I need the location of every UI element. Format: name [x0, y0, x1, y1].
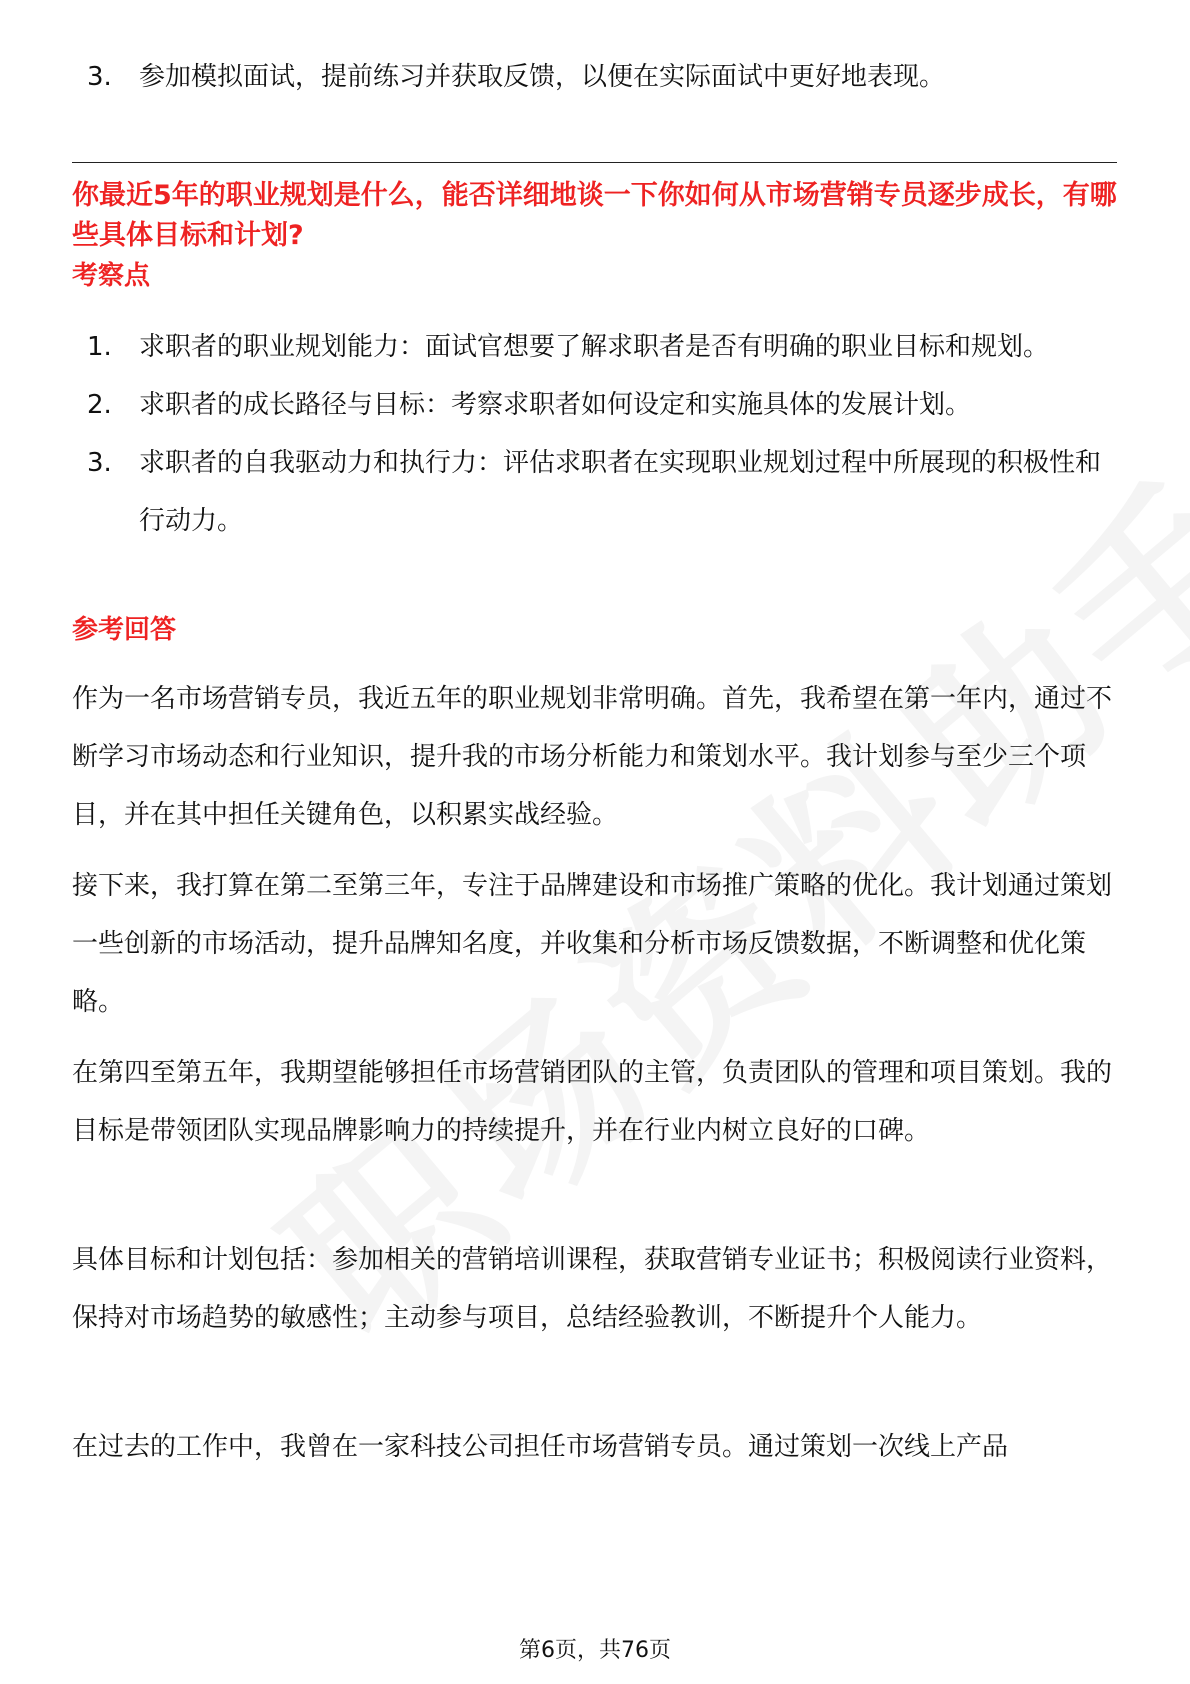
- list-text: 参加模拟面试，提前练习并获取反馈，以便在实际面试中更好地表现。: [139, 62, 946, 92]
- list-number: 2.: [87, 390, 112, 420]
- answer-paragraph: 在过去的工作中，我曾在一家科技公司担任市场营销专员。通过策划一次线上产品: [72, 1432, 1009, 1462]
- answer-paragraph: 具体目标和计划包括：参加相关的营销培训课程，获取营销专业证书；积极阅读行业资料，保持对市场趋势的敏感性；主动参与项目，总结经验教训，不断提升个人能力。: [72, 1245, 1113, 1333]
- list-number: 3.: [87, 448, 112, 478]
- answer-paragraph: 接下来，我打算在第二至第三年，专注于品牌建设和市场推广策略的优化。我计划通过策划一些创新的市场活动，提升品牌知名度，并收集和分析市场反馈数据，不断调整和优化策略。: [72, 871, 1113, 1017]
- focus-heading: 考察点: [72, 261, 151, 291]
- answer-paragraph: 在第四至第五年，我期望能够担任市场营销团队的主管，负责团队的管理和项目策划。我的目标是带领团队实现品牌影响力的持续提升，并在行业内树立良好的口碑。: [72, 1058, 1113, 1146]
- list-item: [72, 434, 1117, 550]
- list-item: [72, 48, 1117, 106]
- list-text: 求职者的成长路径与目标：考察求职者如何设定和实施具体的发展计划。: [139, 390, 972, 420]
- list-item: [72, 318, 1117, 376]
- page-number: 第6页，共76页: [519, 1638, 671, 1663]
- list-number: 1.: [87, 332, 112, 362]
- list-number: 3.: [87, 62, 112, 92]
- list-text: 求职者的职业规划能力：面试官想要了解求职者是否有明确的职业目标和规划。: [139, 332, 1050, 362]
- answer-heading: 参考回答: [72, 615, 177, 645]
- answer-paragraph: 作为一名市场营销专员，我近五年的职业规划非常明确。首先，我希望在第一年内，通过不断学习市场动态和行业知识，提升我的市场分析能力和策划水平。我计划参与至少三个项目，并在其中担任关键角色，以积累实战经验。: [72, 684, 1113, 830]
- focus-list: [72, 318, 1117, 550]
- question-title: 你最近5年的职业规划是什么，能否详细地谈一下你如何从市场营销专员逐步成长，有哪些具体目标和计划?: [72, 180, 1117, 251]
- list-item: [72, 376, 1117, 434]
- divider: [72, 162, 1117, 163]
- list-text: 求职者的自我驱动力和执行力：评估求职者在实现职业规划过程中所展现的积极性和行动力。: [139, 448, 1102, 536]
